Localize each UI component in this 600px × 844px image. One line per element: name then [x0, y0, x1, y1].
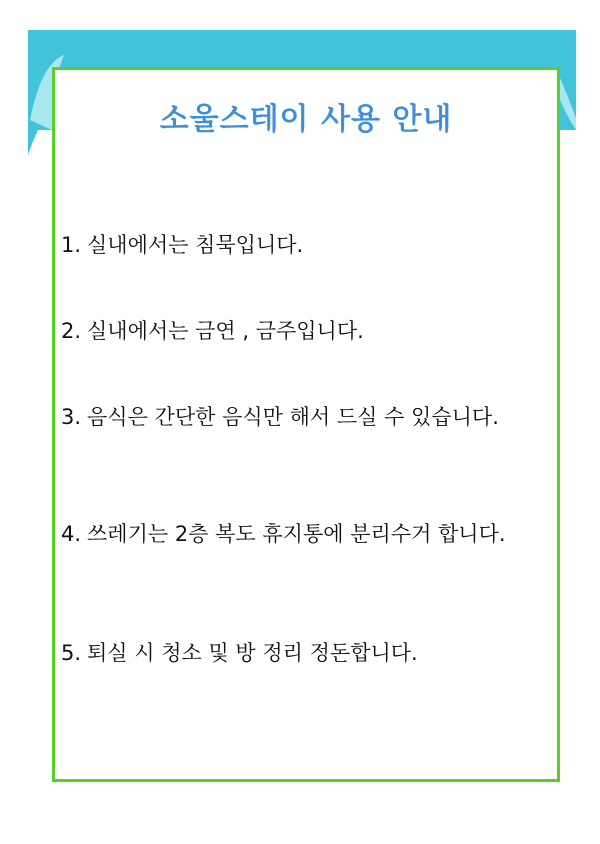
rule-number: 4.	[61, 522, 82, 546]
rule-text: 실내에서는 침묵입니다.	[87, 233, 304, 257]
rule-item	[61, 639, 531, 667]
page-title: 소울스테이 사용 안내	[159, 102, 453, 137]
rule-text: 퇴실 시 청소 및 방 정리 정돈합니다.	[87, 641, 418, 665]
rule-number: 5.	[61, 641, 82, 665]
rule-text: 쓰레기는 2층 복도 휴지통에 분리수거 합니다.	[87, 522, 506, 546]
rule-number: 2.	[61, 319, 82, 343]
rule-item	[61, 520, 531, 548]
rule-item	[61, 317, 531, 345]
rule-number: 3.	[61, 405, 82, 429]
rule-number: 1.	[61, 233, 82, 257]
rule-item	[61, 403, 531, 431]
rule-text: 실내에서는 금연 , 금주입니다.	[87, 319, 364, 343]
rule-item	[61, 231, 531, 259]
rule-text: 음식은 간단한 음식만 해서 드실 수 있습니다.	[87, 405, 499, 429]
notice-frame	[52, 67, 560, 782]
